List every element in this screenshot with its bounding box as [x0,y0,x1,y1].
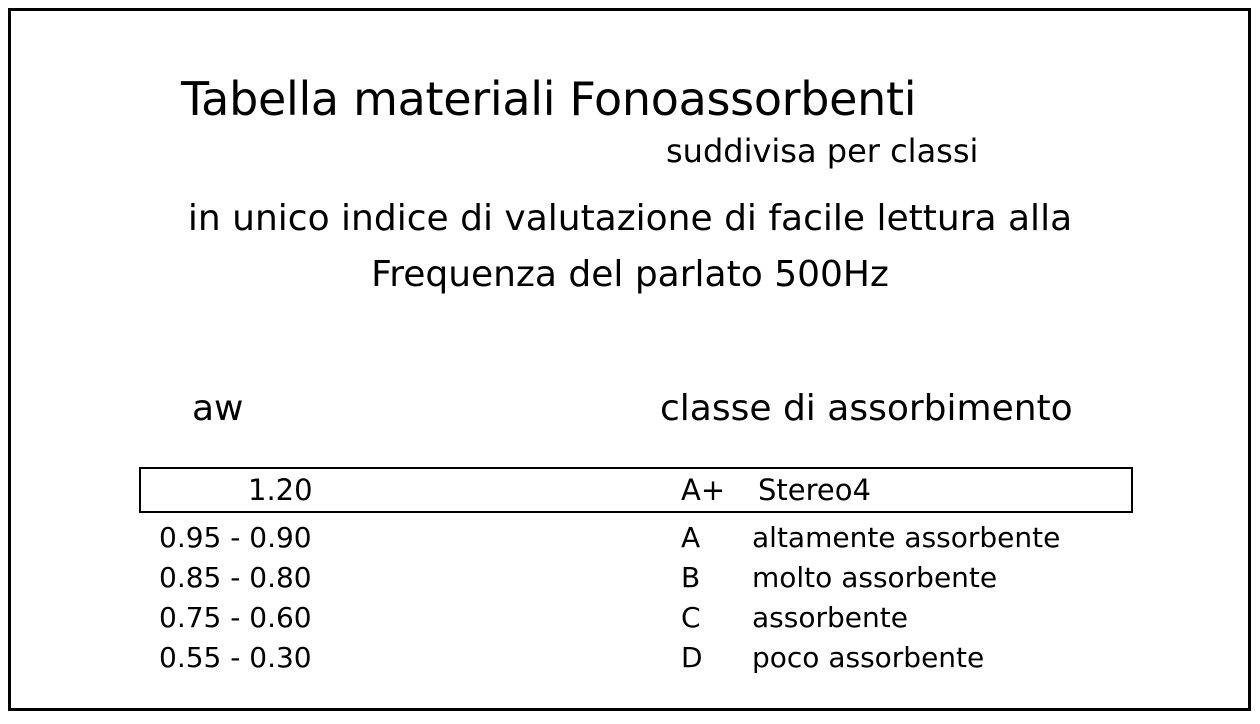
class-description: molto assorbente [752,561,998,594]
class-description: assorbente [752,601,908,634]
aw-value: 0.55 - 0.30 [159,641,312,674]
class-letter: C [681,601,701,634]
class-letter: D [681,641,703,674]
aw-value: 0.95 - 0.90 [159,521,312,554]
class-description: Stereo4 [758,473,871,507]
table-row [0,601,1260,644]
class-description: poco assorbente [752,641,985,674]
table-row [0,561,1260,604]
class-letter: A [681,521,701,554]
aw-value: 1.20 [248,473,313,507]
aw-value: 0.85 - 0.80 [159,561,312,594]
highlight-row [0,473,1260,516]
description-line-1: in unico indice di valutazione di facile lettura alla [187,198,1073,239]
table-row [0,521,1260,564]
table-row [0,641,1260,684]
class-description: altamente assorbente [752,521,1061,554]
description-line-2: Frequenza del parlato 500Hz [371,254,889,295]
class-letter: A+ [681,473,726,507]
aw-value: 0.75 - 0.60 [159,601,312,634]
document-title: Tabella materiali Fonoassorbenti [181,72,917,126]
document-subtitle: suddivisa per classi [666,132,979,170]
column-header-class: classe di assorbimento [660,388,1073,429]
column-header-aw: aw [192,388,244,429]
class-letter: B [681,561,701,594]
